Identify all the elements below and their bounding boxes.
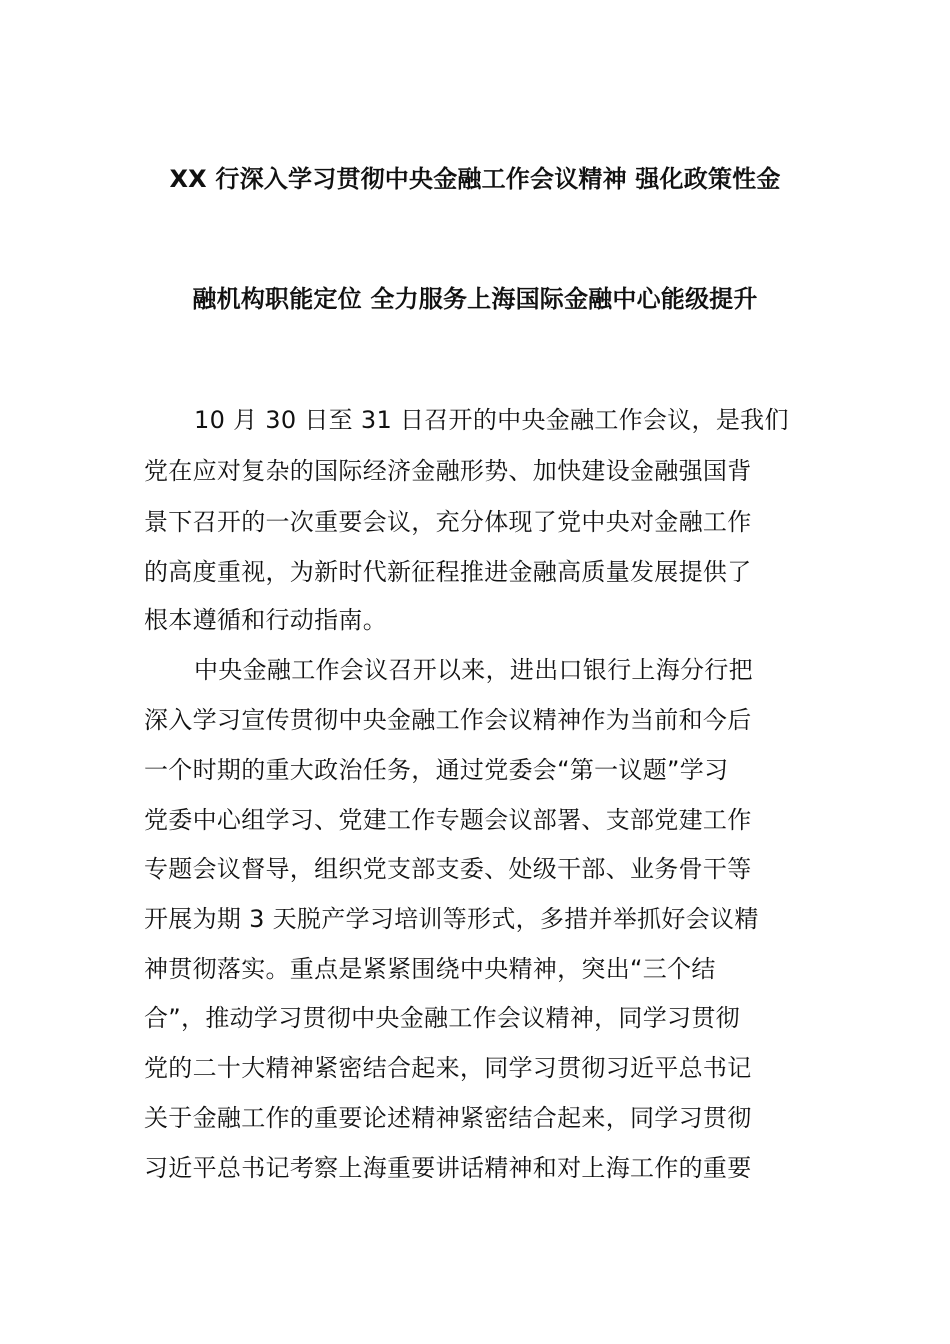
paragraph-1-line-2: 党在应对复杂的国际经济金融形势、加快建设金融强国背 bbox=[144, 457, 752, 485]
paragraph-2-line-11: 习近平总书记考察上海重要讲话精神和对上海工作的重要 bbox=[144, 1154, 752, 1182]
document-title-line-2: 融机构职能定位 全力服务上海国际金融中心能级提升 bbox=[192, 285, 758, 313]
paragraph-2-line-6: 开展为期 3 天脱产学习培训等形式，多措并举抓好会议精 bbox=[144, 905, 759, 933]
paragraph-2-line-2: 深入学习宣传贯彻中央金融工作会议精神作为当前和今后 bbox=[144, 706, 752, 734]
paragraph-2-line-9: 党的二十大精神紧密结合起来，同学习贯彻习近平总书记 bbox=[144, 1054, 752, 1082]
paragraph-2-line-4: 党委中心组学习、党建工作专题会议部署、支部党建工作 bbox=[144, 806, 752, 834]
paragraph-2-line-1: 中央金融工作会议召开以来，进出口银行上海分行把 bbox=[194, 656, 753, 684]
paragraph-2-line-10: 关于金融工作的重要论述精神紧密结合起来，同学习贯彻 bbox=[144, 1104, 752, 1132]
paragraph-1-line-5: 根本遵循和行动指南。 bbox=[144, 606, 387, 634]
paragraph-2-line-5: 专题会议督导，组织党支部支委、处级干部、业务骨干等 bbox=[144, 855, 752, 883]
paragraph-1-line-3: 景下召开的一次重要会议，充分体现了党中央对金融工作 bbox=[144, 508, 752, 536]
paragraph-1-line-1: 10 月 30 日至 31 日召开的中央金融工作会议，是我们 bbox=[194, 406, 789, 434]
paragraph-2-line-7: 神贯彻落实。重点是紧紧围绕中央精神，突出“三个结 bbox=[144, 955, 716, 983]
paragraph-2-line-3: 一个时期的重大政治任务，通过党委会“第一议题”学习 bbox=[144, 756, 729, 784]
paragraph-1-line-4: 的高度重视，为新时代新征程推进金融高质量发展提供了 bbox=[144, 558, 752, 586]
document-title-line-1: XX 行深入学习贯彻中央金融工作会议精神 强化政策性金 bbox=[169, 165, 781, 193]
paragraph-2-line-8: 合”，推动学习贯彻中央金融工作会议精神，同学习贯彻 bbox=[144, 1004, 740, 1032]
